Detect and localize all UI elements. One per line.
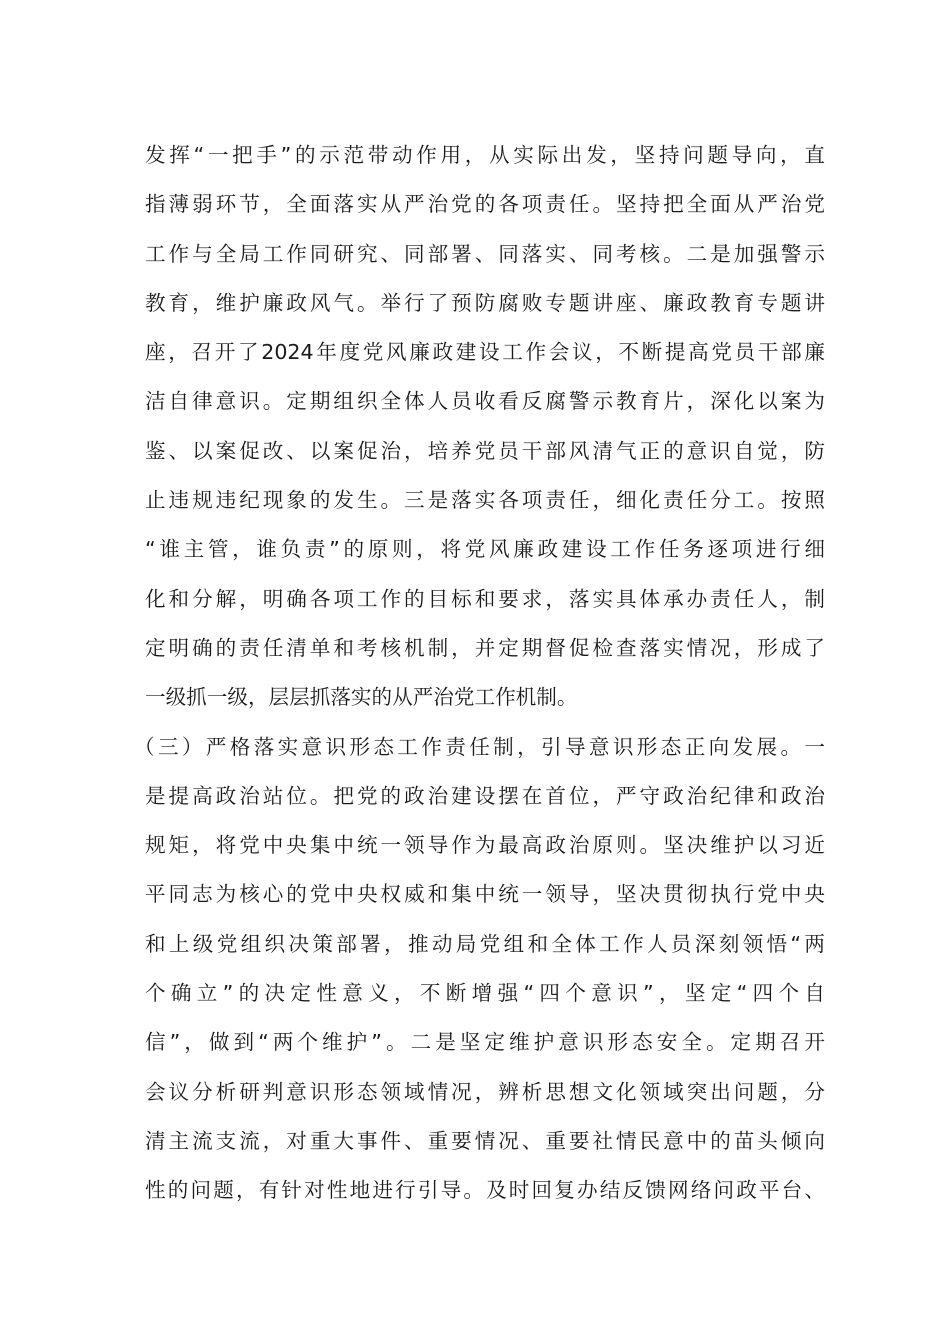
- text-line: 定明确的责任清单和考核机制，并定期督促检查落实情况，形成了: [145, 635, 825, 660]
- text-line: 工作与全局工作同研究、同部署、同落实、同考核。二是加强警示: [145, 241, 825, 266]
- text-line: 清主流支流，对重大事件、重要情况、重要社情民意中的苗头倾向: [145, 1128, 825, 1153]
- text-line: 座，召开了2024年度党风廉政建设工作会议，不断提高党员干部廉: [145, 340, 825, 365]
- text-line: 会议分析研判意识形态领域情况，辨析思想文化领域突出问题，分: [145, 1079, 825, 1104]
- text-line: 平同志为核心的党中央权威和集中统一领导，坚决贯彻执行党中央: [145, 882, 825, 907]
- text-line: 鉴、以案促改、以案促治，培养党员干部风清气正的意识自觉，防: [145, 438, 825, 463]
- section-heading-line: （三）严格落实意识形态工作责任制，引导意识形态正向发展。一: [134, 734, 825, 759]
- body-text: [134, 131, 825, 1216]
- text-line: 信”，做到“两个维护”。二是坚定维护意识形态安全。定期召开: [145, 1030, 825, 1055]
- text-line: 化和分解，明确各项工作的目标和要求，落实具体承办责任人，制: [145, 586, 825, 611]
- text-line: 洁自律意识。定期组织全体人员收看反腐警示教育片，深化以案为: [145, 389, 825, 414]
- text-line: 个确立”的决定性意义，不断增强“四个意识”，坚定“四个自: [145, 981, 825, 1006]
- text-line: 性的问题，有针对性地进行引导。及时回复办结反馈网络问政平台、: [145, 1178, 825, 1203]
- text-line: 发挥“一把手”的示范带动作用，从实际出发，坚持问题导向，直: [145, 143, 825, 167]
- text-line: 止违规违纪现象的发生。三是落实各项责任，细化责任分工。按照: [145, 488, 825, 513]
- text-line: 指薄弱环节，全面落实从严治党的各项责任。坚持把全面从严治党: [145, 192, 825, 217]
- text-line: 和上级党组织决策部署，推动局党组和全体工作人员深刻领悟“两: [145, 931, 825, 956]
- text-line: 教育，维护廉政风气。举行了预防腐败专题讲座、廉政教育专题讲: [145, 290, 825, 315]
- text-line: “谁主管，谁负责”的原则，将党风廉政建设工作任务逐项进行细: [145, 537, 825, 562]
- text-line: 一级抓一级，层层抓落实的从严治党工作机制。: [145, 685, 578, 710]
- text-line: 规矩，将党中央集中统一领导作为最高政治原则。坚决维护以习近: [145, 833, 825, 858]
- text-line: 是提高政治站位。把党的政治建设摆在首位，严守政治纪律和政治: [145, 783, 825, 808]
